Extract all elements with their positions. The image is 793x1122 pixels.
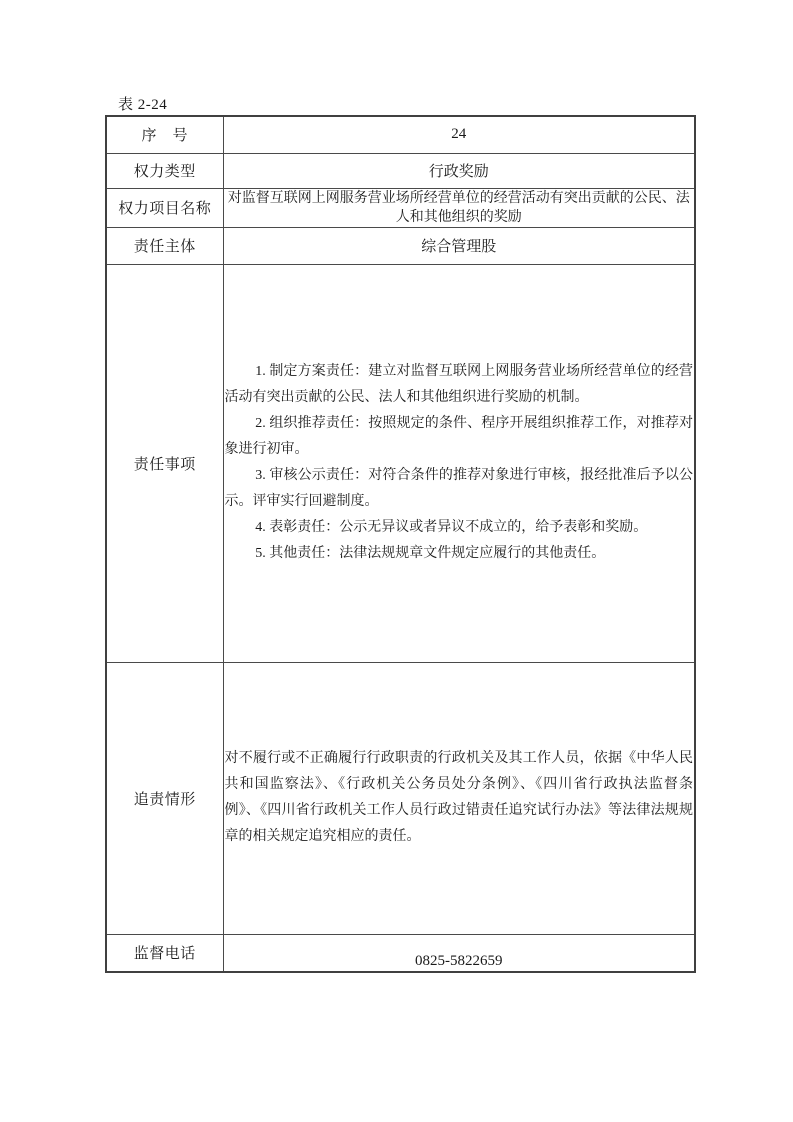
table-caption: 表 2-24 bbox=[118, 97, 168, 113]
responsibility-items-value bbox=[223, 264, 695, 662]
responsibility-items-label: 责任事项 bbox=[106, 264, 223, 662]
power-item-name-value: 对监督互联网上网服务营业场所经营单位的经营活动有突出贡献的公民、法人和其他组织的奖励 bbox=[223, 188, 695, 227]
responsibility-item-4: 4. 表彰责任：公示无异议或者异议不成立的，给予表彰和奖励。 bbox=[255, 520, 648, 535]
supervision-phone-label: 监督电话 bbox=[106, 934, 223, 972]
power-type-label: 权力类型 bbox=[106, 153, 223, 188]
power-type-value: 行政奖励 bbox=[223, 153, 695, 188]
accountability-circumstances-label: 追责情形 bbox=[106, 662, 223, 934]
table-row-responsibility-items bbox=[106, 264, 695, 662]
responsible-subject-value: 综合管理股 bbox=[223, 227, 695, 264]
responsible-subject-label: 责任主体 bbox=[106, 227, 223, 264]
power-item-name-label: 权力项目名称 bbox=[106, 188, 223, 227]
serial-number-label: 序 号 bbox=[106, 116, 223, 153]
table-row-power-item-name bbox=[106, 188, 695, 227]
responsibility-item-3: 3. 审核公示责任：对符合条件的推荐对象进行审核，报经批准后予以公示。评审实行回避制度。 bbox=[224, 468, 693, 509]
table-row-responsible-subject bbox=[106, 227, 695, 264]
serial-number-value: 24 bbox=[223, 116, 695, 153]
table-row-serial-number bbox=[106, 116, 695, 153]
power-item-table bbox=[105, 115, 696, 973]
table-row-supervision-phone bbox=[106, 934, 695, 972]
supervision-phone-value: 0825-5822659 bbox=[223, 934, 695, 972]
responsibility-item-2: 2. 组织推荐责任：按照规定的条件、程序开展组织推荐工作，对推荐对象进行初审。 bbox=[224, 416, 693, 457]
accountability-circumstances-value: 对不履行或不正确履行行政职责的行政机关及其工作人员，依据《中华人民共和国监察法》、《行政机关公务员处分条例》、《四川省行政执法监督条例》、《四川省行政机关工作人员行政过错责任追究试行办法》等法律法规规章的相关规定追究相应的责任。 bbox=[223, 662, 695, 934]
responsibility-item-1: 1. 制定方案责任：建立对监督互联网上网服务营业场所经营单位的经营活动有突出贡献的公民、法人和其他组织进行奖励的机制。 bbox=[224, 364, 693, 405]
table-row-power-type bbox=[106, 153, 695, 188]
responsibility-item-5: 5. 其他责任：法律法规规章文件规定应履行的其他责任。 bbox=[255, 546, 606, 561]
table-row-accountability-circumstances bbox=[106, 662, 695, 934]
